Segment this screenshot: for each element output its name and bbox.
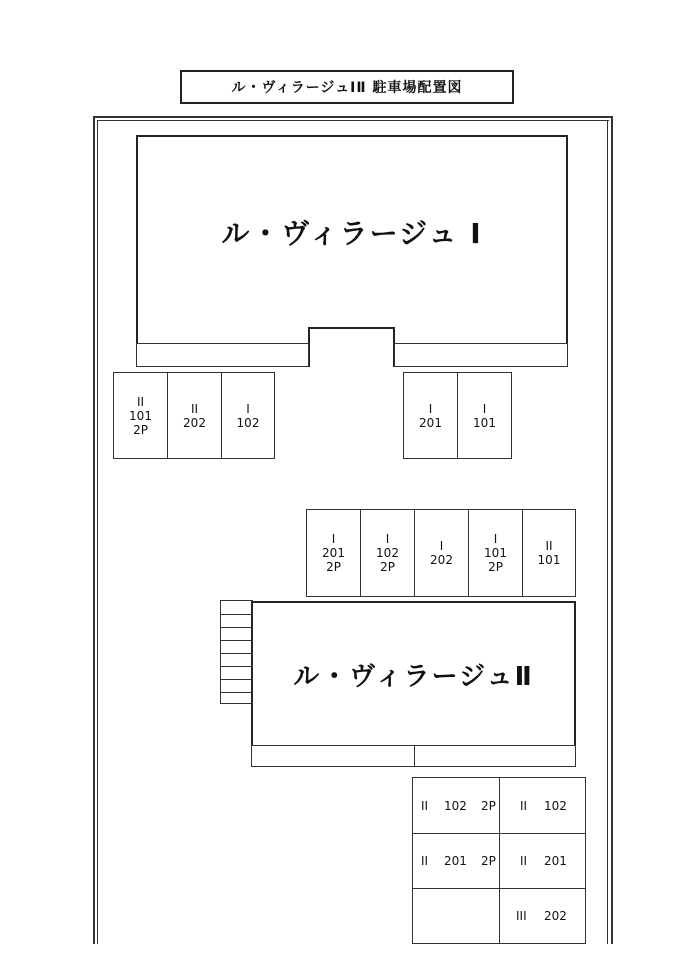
map-title: ル・ヴィラージュⅠⅡ 駐車場配置図 bbox=[180, 70, 514, 104]
lot-room: 101 bbox=[473, 415, 496, 430]
lot-room: 102 bbox=[236, 415, 260, 430]
building-1-ledge-left bbox=[136, 343, 309, 367]
building-2 bbox=[251, 601, 576, 747]
lot-room: 201 bbox=[322, 546, 345, 560]
lot-room: 101 bbox=[484, 546, 507, 560]
parking-lot bbox=[167, 372, 222, 459]
lot-building: I bbox=[482, 401, 487, 416]
lot-building: II bbox=[190, 401, 199, 416]
building-2-ledge-left bbox=[251, 745, 415, 767]
lot-note: 2P bbox=[380, 560, 395, 574]
lot-room: 102 bbox=[444, 798, 467, 813]
parking-lot bbox=[457, 372, 512, 459]
lot-building: II bbox=[520, 798, 528, 813]
parking-lot bbox=[499, 777, 586, 834]
parking-grid-bottom bbox=[412, 777, 586, 944]
lot-building: II bbox=[421, 854, 429, 868]
lot-note: 2P bbox=[133, 422, 148, 437]
parking-lot bbox=[499, 888, 586, 944]
lot-room: 201 bbox=[444, 854, 467, 868]
parking-lot bbox=[522, 509, 576, 597]
site-boundary-left bbox=[93, 116, 95, 944]
parking-lot bbox=[113, 372, 168, 459]
lot-building: III bbox=[516, 909, 527, 923]
lot-room: 202 bbox=[430, 553, 453, 567]
lot-room: 202 bbox=[544, 909, 567, 923]
lot-building: II bbox=[520, 854, 528, 868]
lot-room: 101 bbox=[129, 408, 152, 423]
building-1-ledge-right bbox=[394, 343, 568, 367]
building-2-ledge-right bbox=[414, 745, 576, 767]
building-1-entrance bbox=[308, 327, 395, 367]
lot-building: I bbox=[439, 539, 444, 553]
parking-lot bbox=[403, 372, 458, 459]
lot-room: 102 bbox=[376, 546, 399, 560]
lot-room: 102 bbox=[544, 798, 567, 813]
lot-building: I bbox=[493, 532, 498, 546]
lot-building: I bbox=[385, 532, 390, 546]
parking-lot bbox=[412, 777, 500, 834]
lot-building: II bbox=[421, 798, 429, 813]
parking-lot bbox=[414, 509, 469, 597]
building-1-name: ル・ヴィラージュ Ⅰ bbox=[221, 217, 483, 250]
parking-lot bbox=[360, 509, 415, 597]
site-boundary-right bbox=[611, 116, 613, 944]
lot-room: 101 bbox=[537, 553, 561, 567]
lot-building: II bbox=[136, 394, 145, 409]
parking-lot bbox=[412, 833, 500, 889]
building-2-name: ル・ヴィラージュⅡ bbox=[293, 661, 534, 692]
lot-building: I bbox=[246, 401, 250, 416]
lot-building: I bbox=[331, 532, 336, 546]
site-boundary-top-inner bbox=[97, 120, 609, 121]
lot-building: I bbox=[428, 401, 433, 416]
parking-lot bbox=[499, 833, 586, 889]
stairs bbox=[220, 600, 253, 704]
lot-room: 202 bbox=[183, 415, 206, 430]
parking-lot bbox=[221, 372, 275, 459]
site-boundary-top bbox=[93, 116, 613, 118]
site-boundary-left-inner bbox=[97, 120, 98, 944]
lot-room: 201 bbox=[419, 415, 442, 430]
lot-building: II bbox=[545, 539, 553, 553]
lot-room: 201 bbox=[544, 854, 567, 868]
parking-lot bbox=[306, 509, 361, 597]
parking-lot-empty bbox=[412, 888, 500, 944]
lot-note: 2P bbox=[488, 560, 503, 574]
lot-note: 2P bbox=[326, 560, 341, 574]
lot-note: 2P bbox=[481, 798, 496, 813]
parking-lot bbox=[468, 509, 523, 597]
building-1 bbox=[136, 135, 568, 345]
lot-note: 2P bbox=[481, 854, 496, 868]
site-boundary-right-inner bbox=[607, 120, 608, 944]
